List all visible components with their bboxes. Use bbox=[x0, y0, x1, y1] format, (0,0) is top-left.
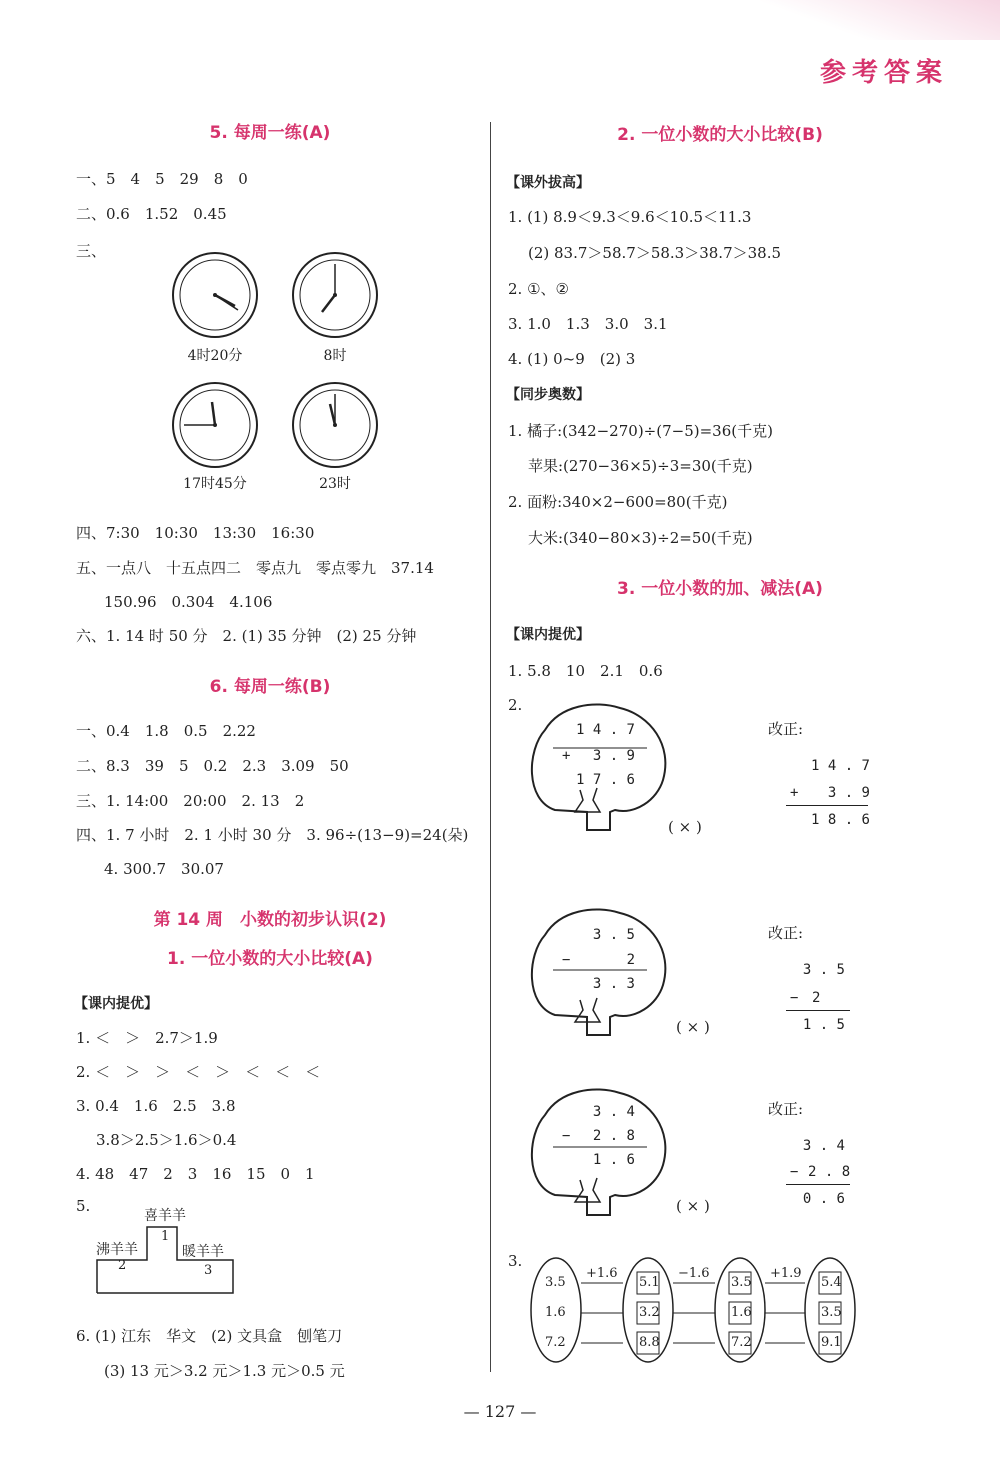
chain-op: −1.6 bbox=[678, 1266, 710, 1281]
chain-op: +1.6 bbox=[586, 1266, 618, 1281]
chain-start: 3.5 bbox=[545, 1275, 566, 1290]
calc-subtrahend: 2 bbox=[626, 952, 635, 968]
calc-addend: 3 . 9 bbox=[592, 748, 635, 764]
calc-result: 1 7 . 6 bbox=[575, 772, 635, 788]
answer-line: 3. 1.0 1.3 3.0 3.1 bbox=[508, 315, 668, 333]
tag-label: 【同步奥数】 bbox=[506, 387, 590, 403]
chain-start: 1.6 bbox=[545, 1305, 566, 1320]
fix-addend: 1 4 . 7 bbox=[810, 758, 870, 774]
calc-subtrahend: 2 . 8 bbox=[592, 1128, 635, 1144]
podium-left-name: 沸羊羊 bbox=[96, 1242, 138, 1258]
section-title-5: 5. 每周一练(A) bbox=[209, 123, 331, 143]
answer-line: 3. 0.4 1.6 2.5 3.8 bbox=[76, 1097, 236, 1115]
answer-line: 1. 5.8 10 2.1 0.6 bbox=[508, 662, 663, 680]
fix-addend: 3 . 9 bbox=[827, 785, 870, 801]
answer-line: 一、0.4 1.8 0.5 2.22 bbox=[76, 722, 256, 740]
tag-label: 【课内提优】 bbox=[506, 627, 590, 643]
calc-operator: + bbox=[562, 748, 571, 764]
chain-value: 3.5 bbox=[731, 1275, 752, 1290]
chain-value: 7.2 bbox=[731, 1335, 752, 1350]
chain-value: 5.1 bbox=[639, 1275, 660, 1290]
calc-operator: − bbox=[562, 1128, 571, 1144]
answer-line: 三、 bbox=[76, 242, 107, 260]
clock-icon bbox=[290, 250, 380, 340]
clock-label: 17时45分 bbox=[183, 476, 247, 492]
clock-icon bbox=[170, 250, 260, 340]
podium-right-name: 暖羊羊 bbox=[182, 1244, 224, 1260]
answer-line: 2. ①、② bbox=[508, 280, 569, 298]
answer-line: 4. 48 47 2 3 16 15 0 1 bbox=[76, 1165, 315, 1183]
chain-op: +1.9 bbox=[770, 1266, 802, 1281]
calc-addend: 1 4 . 7 bbox=[575, 722, 635, 738]
clock-label: 23时 bbox=[319, 476, 351, 492]
answer-line: 四、7:30 10:30 13:30 16:30 bbox=[76, 524, 315, 542]
answer-line: 4. (1) 0~9 (2) 3 bbox=[508, 350, 636, 368]
calc-result: 3 . 3 bbox=[592, 976, 635, 992]
clock-icon bbox=[290, 380, 380, 470]
fix-minuend: 3 . 5 bbox=[802, 962, 845, 978]
answer-line: (2) 83.7＞58.7＞58.3＞38.7＞38.5 bbox=[528, 244, 782, 262]
answer-line: 2. 面粉:340×2−600=80(千克) bbox=[508, 493, 728, 511]
tag-label: 【课外拔高】 bbox=[506, 175, 590, 191]
answer-line: 5. bbox=[76, 1197, 91, 1215]
answer-line: 2. ＜ ＞ ＞ ＜ ＞ ＜ ＜ ＜ bbox=[76, 1063, 321, 1081]
fix-label: 改正: bbox=[768, 1100, 804, 1118]
answer-line: 2. bbox=[508, 696, 523, 714]
section-title-1: 1. 一位小数的大小比较(A) bbox=[167, 949, 373, 969]
week-title: 第 14 周 小数的初步认识(2) bbox=[153, 910, 387, 930]
fix-rule bbox=[786, 1184, 850, 1185]
wrong-mark: ( × ) bbox=[676, 1018, 710, 1036]
answer-line: 四、1. 7 小时 2. 1 小时 30 分 3. 96÷(13−9)=24(朵) bbox=[76, 826, 469, 844]
answer-line: 1. ＜ ＞ 2.7＞1.9 bbox=[76, 1029, 218, 1047]
fix-result: 0 . 6 bbox=[802, 1191, 845, 1207]
chain-value: 3.5 bbox=[821, 1305, 842, 1320]
podium-first: 1 bbox=[161, 1229, 170, 1244]
answer-line: 6. (1) 江东 华文 (2) 文具盒 刨笔刀 bbox=[76, 1327, 343, 1345]
answer-line: 三、1. 14:00 20:00 2. 13 2 bbox=[76, 792, 305, 810]
page-header: 参考答案 bbox=[819, 58, 948, 88]
fix-operator: − bbox=[790, 1164, 799, 1180]
calc-result: 1 . 6 bbox=[592, 1152, 635, 1168]
fix-operator: + bbox=[790, 785, 799, 801]
tree-outline bbox=[525, 905, 675, 1040]
chain-value: 8.8 bbox=[639, 1335, 660, 1350]
clock-icon bbox=[170, 380, 260, 470]
answer-line: 150.96 0.304 4.106 bbox=[104, 593, 273, 611]
wrong-mark: ( × ) bbox=[676, 1197, 710, 1215]
podium-third: 3 bbox=[204, 1263, 213, 1278]
answer-line: 3.8＞2.5＞1.6＞0.4 bbox=[96, 1131, 237, 1149]
fix-label: 改正: bbox=[768, 720, 804, 738]
chain-value: 5.4 bbox=[821, 1275, 842, 1290]
calc-minuend: 3 . 4 bbox=[592, 1104, 635, 1120]
chain-value: 3.2 bbox=[639, 1305, 660, 1320]
wrong-mark: ( × ) bbox=[668, 818, 702, 836]
fix-rule bbox=[786, 805, 868, 806]
section-title-3: 3. 一位小数的加、减法(A) bbox=[617, 579, 823, 599]
answer-line: 六、1. 14 时 50 分 2. (1) 35 分钟 (2) 25 分钟 bbox=[76, 627, 417, 645]
fix-subtrahend: 2 bbox=[812, 990, 821, 1006]
answer-line: 3. bbox=[508, 1252, 523, 1270]
section-title-2: 2. 一位小数的大小比较(B) bbox=[617, 125, 823, 145]
fix-minuend: 3 . 4 bbox=[802, 1138, 845, 1154]
answer-line: (3) 13 元＞3.2 元＞1.3 元＞0.5 元 bbox=[104, 1362, 345, 1380]
fix-result: 1 . 5 bbox=[802, 1017, 845, 1033]
header-decoration bbox=[760, 0, 1000, 40]
fix-subtrahend: 2 . 8 bbox=[808, 1164, 851, 1180]
clock-label: 4时20分 bbox=[187, 348, 243, 364]
answer-line: 二、0.6 1.52 0.45 bbox=[76, 205, 227, 223]
calc-minuend: 3 . 5 bbox=[592, 927, 635, 943]
answer-line: 二、8.3 39 5 0.2 2.3 3.09 50 bbox=[76, 757, 349, 775]
fix-result: 1 8 . 6 bbox=[810, 812, 870, 828]
answer-line: 4. 300.7 30.07 bbox=[104, 860, 224, 878]
answer-line: 苹果:(270−36×5)÷3=30(千克) bbox=[528, 457, 753, 475]
clock-label: 8时 bbox=[323, 348, 347, 364]
podium-second: 2 bbox=[118, 1258, 127, 1273]
answer-line: 五、一点八 十五点四二 零点九 零点零九 37.14 bbox=[76, 559, 434, 577]
column-divider bbox=[490, 122, 491, 1372]
section-title-6: 6. 每周一练(B) bbox=[209, 677, 331, 697]
fix-label: 改正: bbox=[768, 924, 804, 942]
chain-start: 7.2 bbox=[545, 1335, 566, 1350]
page-number: — 127 — bbox=[463, 1402, 537, 1421]
answer-line: 1. (1) 8.9＜9.3＜9.6＜10.5＜11.3 bbox=[508, 208, 752, 226]
fix-rule bbox=[786, 1010, 850, 1011]
chain-value: 9.1 bbox=[821, 1335, 842, 1350]
calc-operator: − bbox=[562, 952, 571, 968]
chain-value: 1.6 bbox=[731, 1305, 752, 1320]
answer-line: 大米:(340−80×3)÷2=50(千克) bbox=[528, 529, 753, 547]
podium-top-name: 喜羊羊 bbox=[144, 1208, 186, 1224]
answer-line: 1. 橘子:(342−270)÷(7−5)=36(千克) bbox=[508, 422, 773, 440]
tag-label: 【课内提优】 bbox=[74, 996, 158, 1012]
fix-operator: − bbox=[790, 990, 799, 1006]
tree-outline bbox=[525, 700, 675, 835]
answer-line: 一、5 4 5 29 8 0 bbox=[76, 170, 248, 188]
